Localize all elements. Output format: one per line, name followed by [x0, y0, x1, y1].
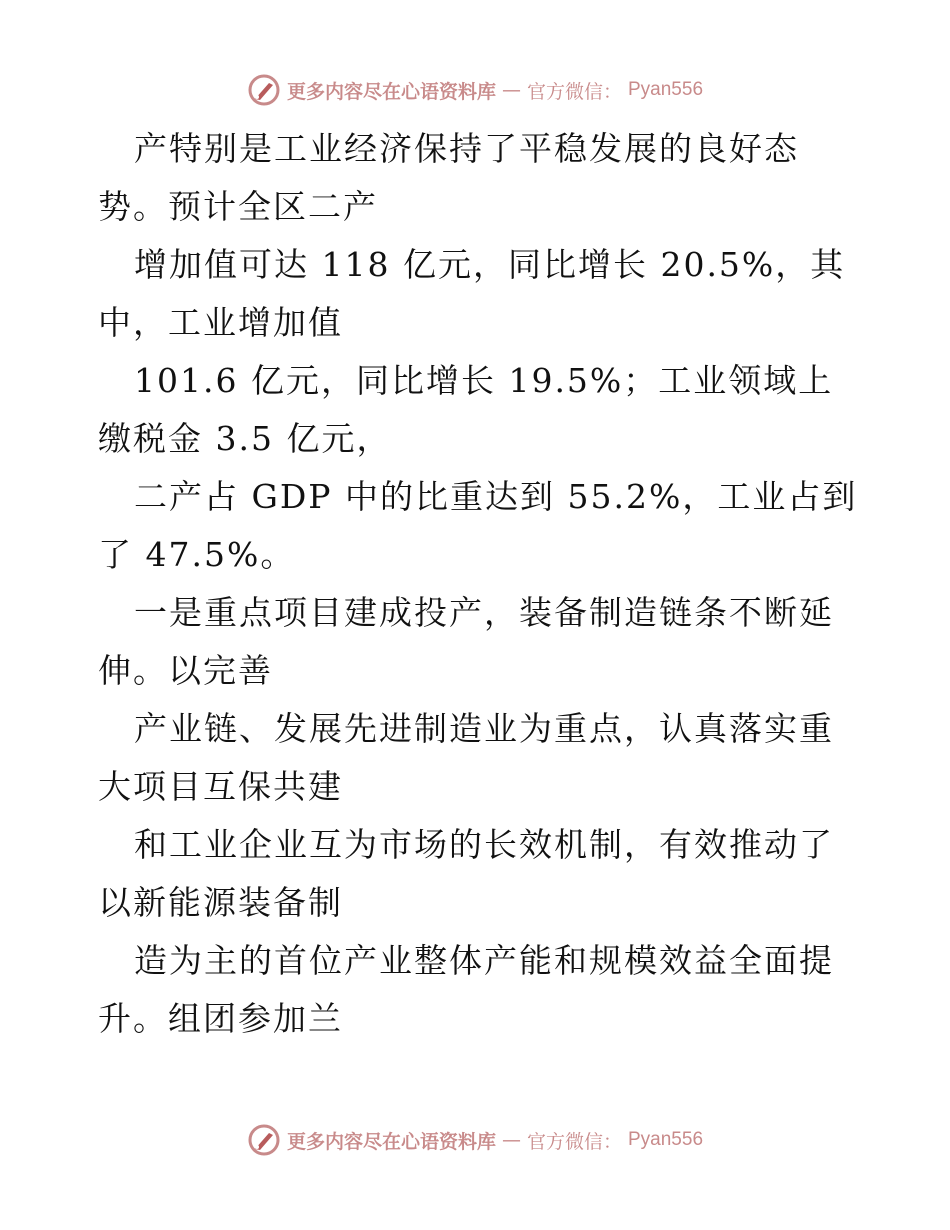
paragraph: 和工业企业互为市场的长效机制，有效推动了以新能源装备制: [98, 825, 834, 922]
paragraph: 产业链、发展先进制造业为重点，认真落实重大项目互保共建: [98, 709, 834, 806]
watermark-dash: —: [501, 1129, 521, 1151]
watermark-wechat-label: 官方微信：: [526, 1130, 622, 1153]
watermark-library-text: 更多内容尽在心语资料库: [286, 1130, 496, 1153]
paragraph: 101.6 亿元，同比增长 19.5%；工业领域上缴税金 3.5 亿元，: [98, 361, 834, 458]
watermark-dash: —: [501, 79, 521, 101]
watermark-wechat-id: Pyan556: [628, 1129, 704, 1150]
watermark-library-text: 更多内容尽在心语资料库: [286, 80, 496, 103]
footer-watermark: [0, 1120, 950, 1160]
paragraph: 二产占 GDP 中的比重达到 55.2%，工业占到了 47.5%。: [98, 477, 858, 574]
paragraph: 增加值可达 118 亿元，同比增长 20.5%，其中，工业增加值: [98, 245, 846, 342]
header-watermark: [0, 70, 950, 110]
pen-logo-icon: [247, 73, 281, 107]
watermark-wechat-label: 官方微信：: [526, 80, 622, 103]
paragraph: 一是重点项目建成投产，装备制造链条不断延伸。以完善: [98, 593, 834, 690]
paragraph: 造为主的首位产业整体产能和规模效益全面提升。组团参加兰: [98, 941, 834, 1038]
watermark-wechat-id: Pyan556: [628, 79, 704, 100]
paragraph: 产特别是工业经济保持了平稳发展的良好态势。预计全区二产: [98, 129, 799, 226]
document-body: [98, 120, 858, 1048]
pen-logo-icon: [247, 1123, 281, 1157]
